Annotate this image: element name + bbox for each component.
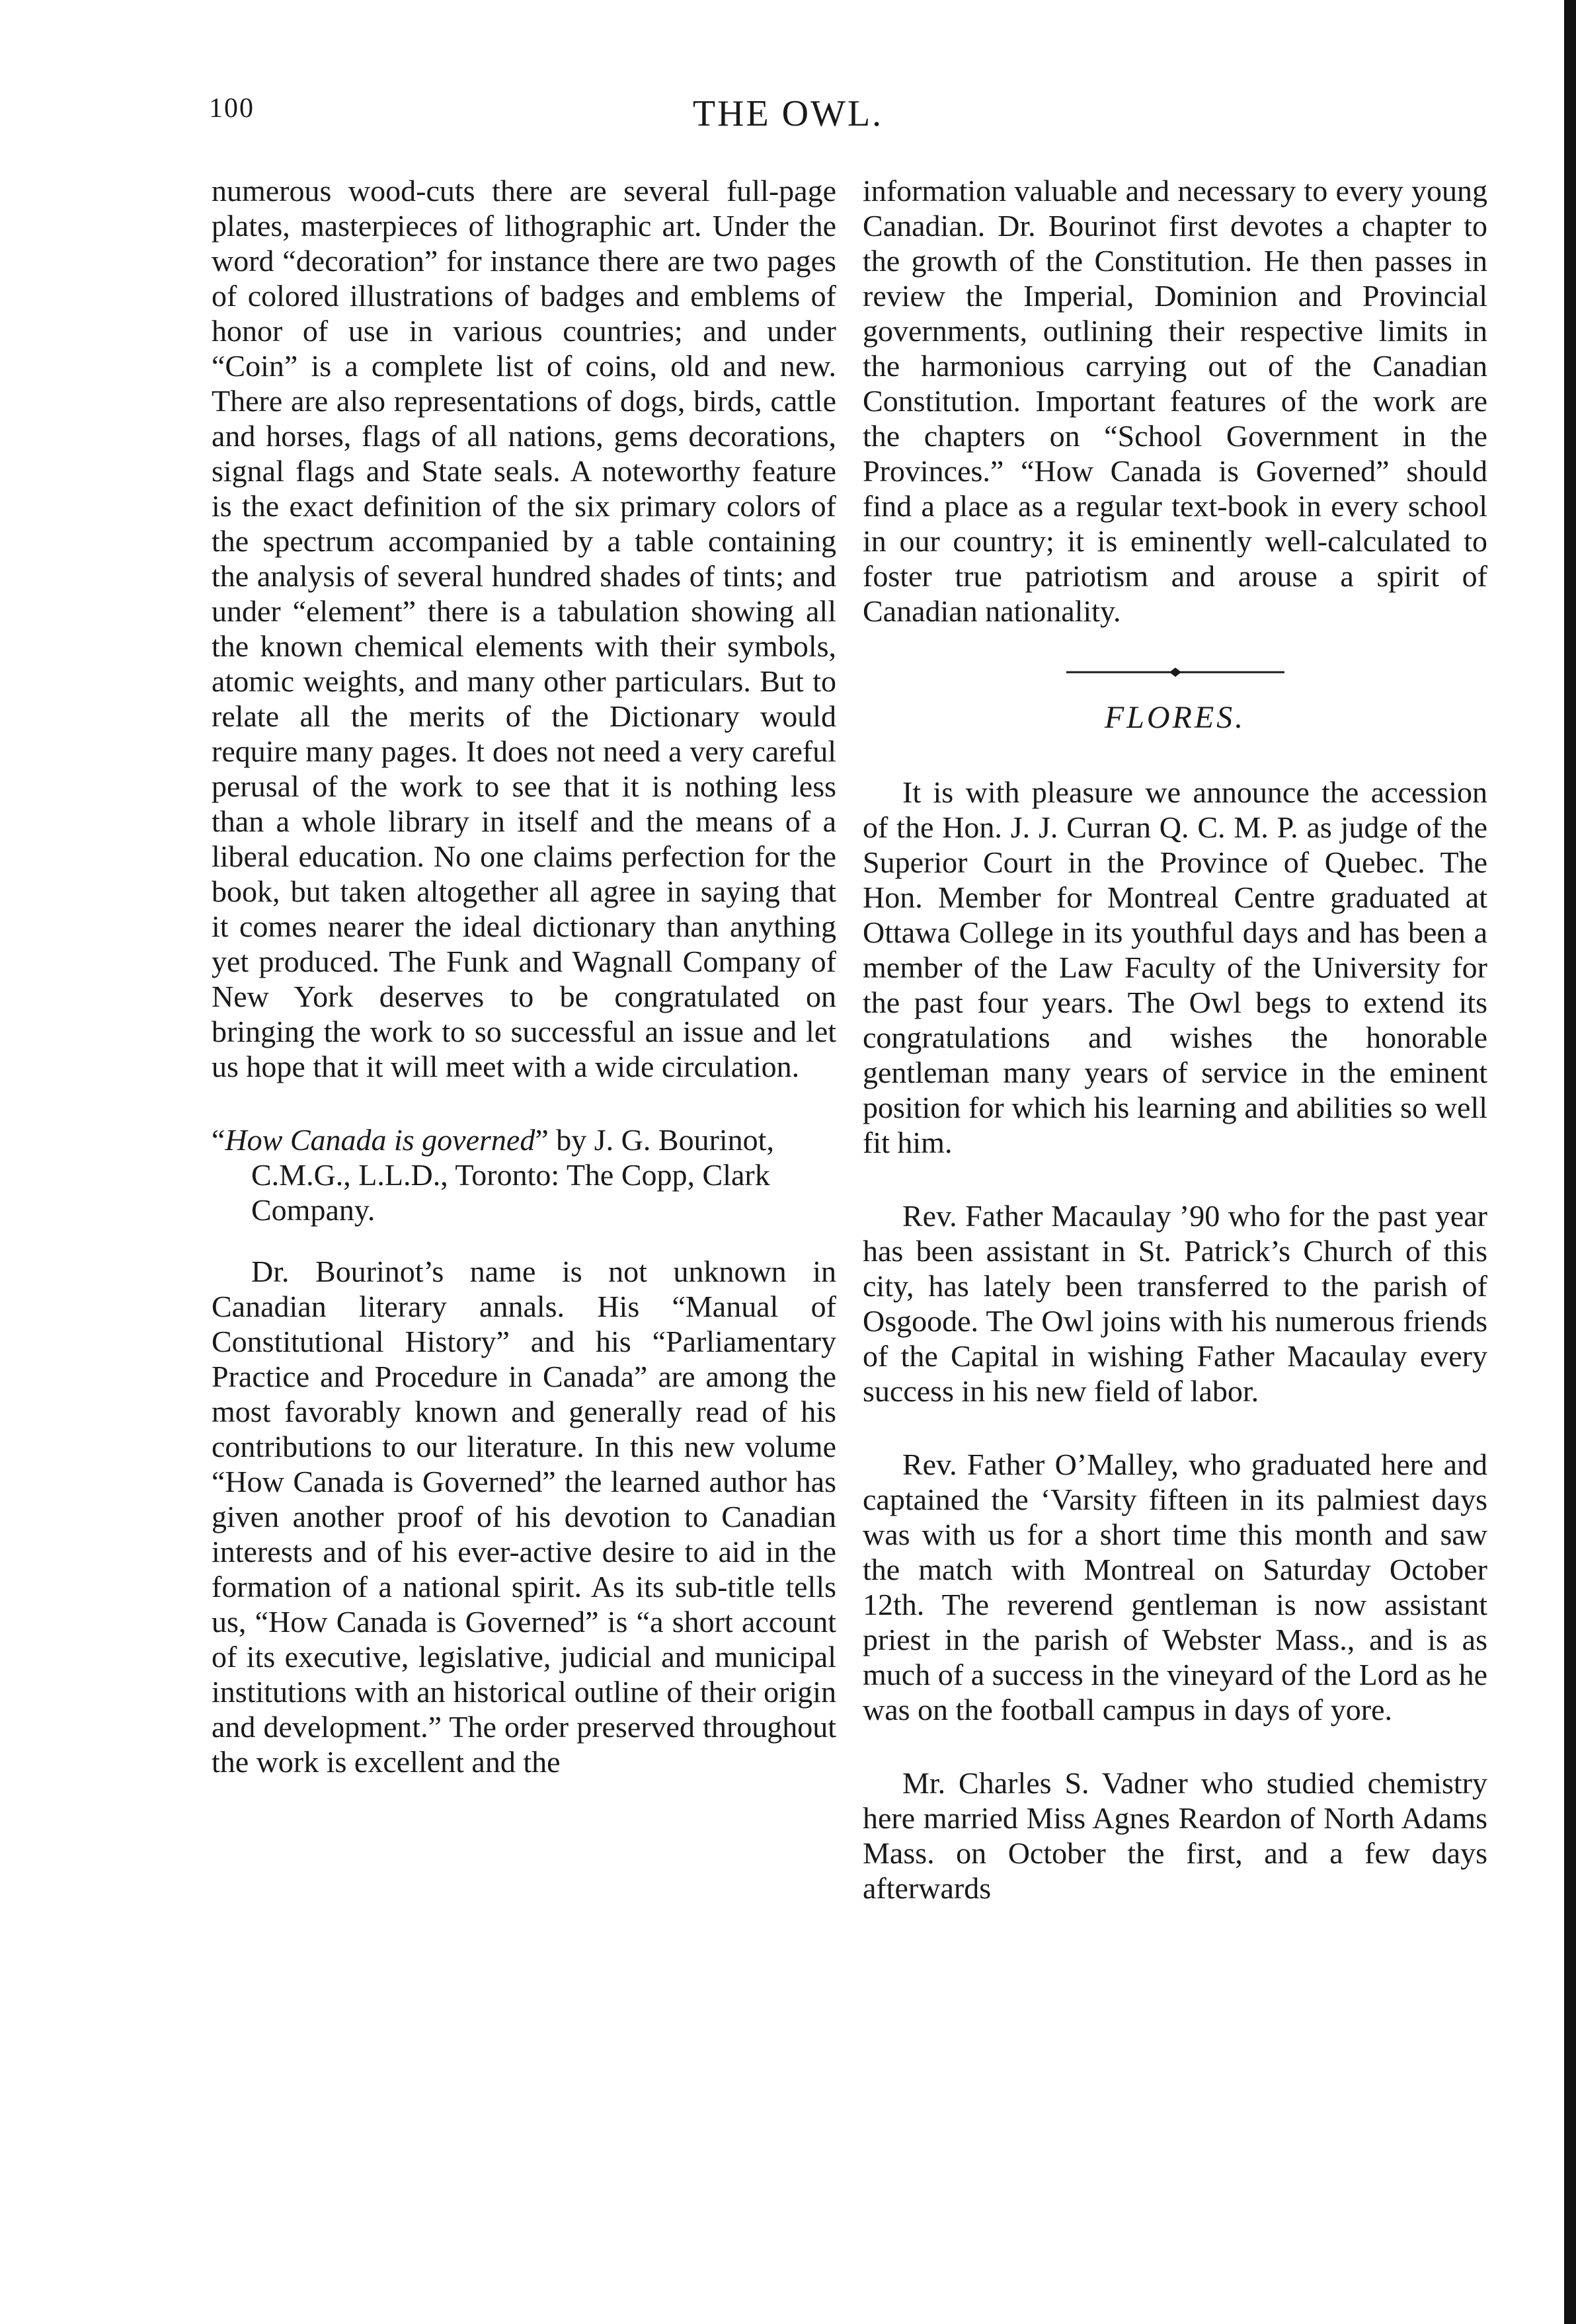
right-paragraph-1: information valuable and necessary to every young Canadian. Dr. Bourinot first devotes a chapter to the growth of the Constitution. He then passes in review the Imperial, Dominion and Provincial governments, outlining their respective limits in the harmonious carrying out of the Canadian Constitution. Important features of the work are the chapters on “School Government in the Provinces.” “How Canada is Governed” should find a place as a regular text-book in every school in our country; it is eminently well-calculated to foster true patriotism and arouse a spirit of Canadian nationality. xyxy=(863,174,1487,628)
right-paragraph-4: Rev. Father O’Malley, who graduated here and captained the ‘Varsity fifteen in its palmiest days was with us for a short time this month and saw the match with Montreal on Saturday October 12th. The reverend gentleman is now assistant priest in the parish of Webster Mass., and is as much of a success in the vineyard of the Lord as he was on the football campus in days of yore. xyxy=(863,1448,1487,1726)
left-paragraph-1: numerous wood-cuts there are several full-page plates, masterpieces of lithographic art. Under the word “decoration” for instance there are two pages of colored illustrations of badges and emblems of honor of use in various countries; and under “Coin” is a complete list of coins, old and new. There are also representations of dogs, birds, cattle and horses, flags of all nations, gems decorations, signal flags and State seals. A noteworthy feature is the exact definition of the six primary colors of the spectrum accompanied by a table containing the analysis of several hundred shades of tints; and under “element” there is a tabulation showing all the known chemical elements with their symbols, atomic weights, and many other particulars. But to relate all the merits of the Dictionary would require many pages. It does not need a very careful perusal of the work to see that it is nothing less than a whole library in itself and the means of a liberal education. No one claims perfection for the book, but taken altogether all agree in saying that it comes nearer the ideal dictionary than anything yet produced. The Funk and Wagnall Company of New York deserves to be congratulated on bringing the work to so successful an issue and let us hope that it will meet with a wide circulation. xyxy=(212,174,836,1083)
citation-title: How Canada is governed xyxy=(225,1123,535,1157)
left-paragraph-2: Dr. Bourinot’s name is not unknown in Canadian literary annals. His “Manual of Constitutional History” and his “Parliamentary Practice and Procedure in Canada” are among the most favorably known and generally read of his contributions to our literature. In this new volume “How Canada is Governed” the learned author has given another proof of his devotion to Canadian interests and of his ever-active desire to aid in the formation of a national spirit. As its sub-title tells us, “How Canada is Governed” is “a short account of its executive, legislative, judicial and municipal institutions with an historical outline of their origin and development.” The order preserved throughout the work is excellent and the xyxy=(212,1255,836,1779)
page-number: 100 xyxy=(209,93,255,124)
citation-quote-open: “ xyxy=(212,1123,225,1157)
page-binding-edge xyxy=(1564,0,1576,2324)
right-paragraph-3: Rev. Father Macaulay ’90 who for the past year has been assistant in St. Patrick’s Church of this city, has lately been transferred to the parish of Osgoode. The Owl joins with his numerous friends of the Capital in wishing Father Macaulay every success in his new field of labor. xyxy=(863,1199,1487,1408)
left-column xyxy=(212,173,836,1818)
book-citation xyxy=(212,1122,836,1227)
running-head-title: THE OWL. xyxy=(692,93,884,134)
right-column xyxy=(863,173,1487,1944)
right-paragraph-2: It is with pleasure we announce the accession of the Hon. J. J. Curran Q. C. M. P. as judge of the Superior Court in the Province of Quebec. The Hon. Member for Montreal Centre graduated at Ottawa College in its youthful days and has been a member of the Law Faculty of the University for the past four years. The Owl begs to extend its congratulations and wishes the honorable gentleman many years of service in the eminent position for which his learning and abilities so well fit him. xyxy=(863,775,1487,1159)
citation-details: ” by J. G. Bourinot, C.M.G., L.L.D., Toronto: The Copp, Clark Company. xyxy=(251,1123,774,1227)
section-divider-ornament xyxy=(1066,667,1284,678)
right-paragraph-5: Mr. Charles S. Vadner who studied chemistry here married Miss Agnes Reardon of North Adams Mass. on October the first, and a few days afterwards xyxy=(863,1766,1487,1905)
section-title-flores: FLORES. xyxy=(1104,700,1246,735)
